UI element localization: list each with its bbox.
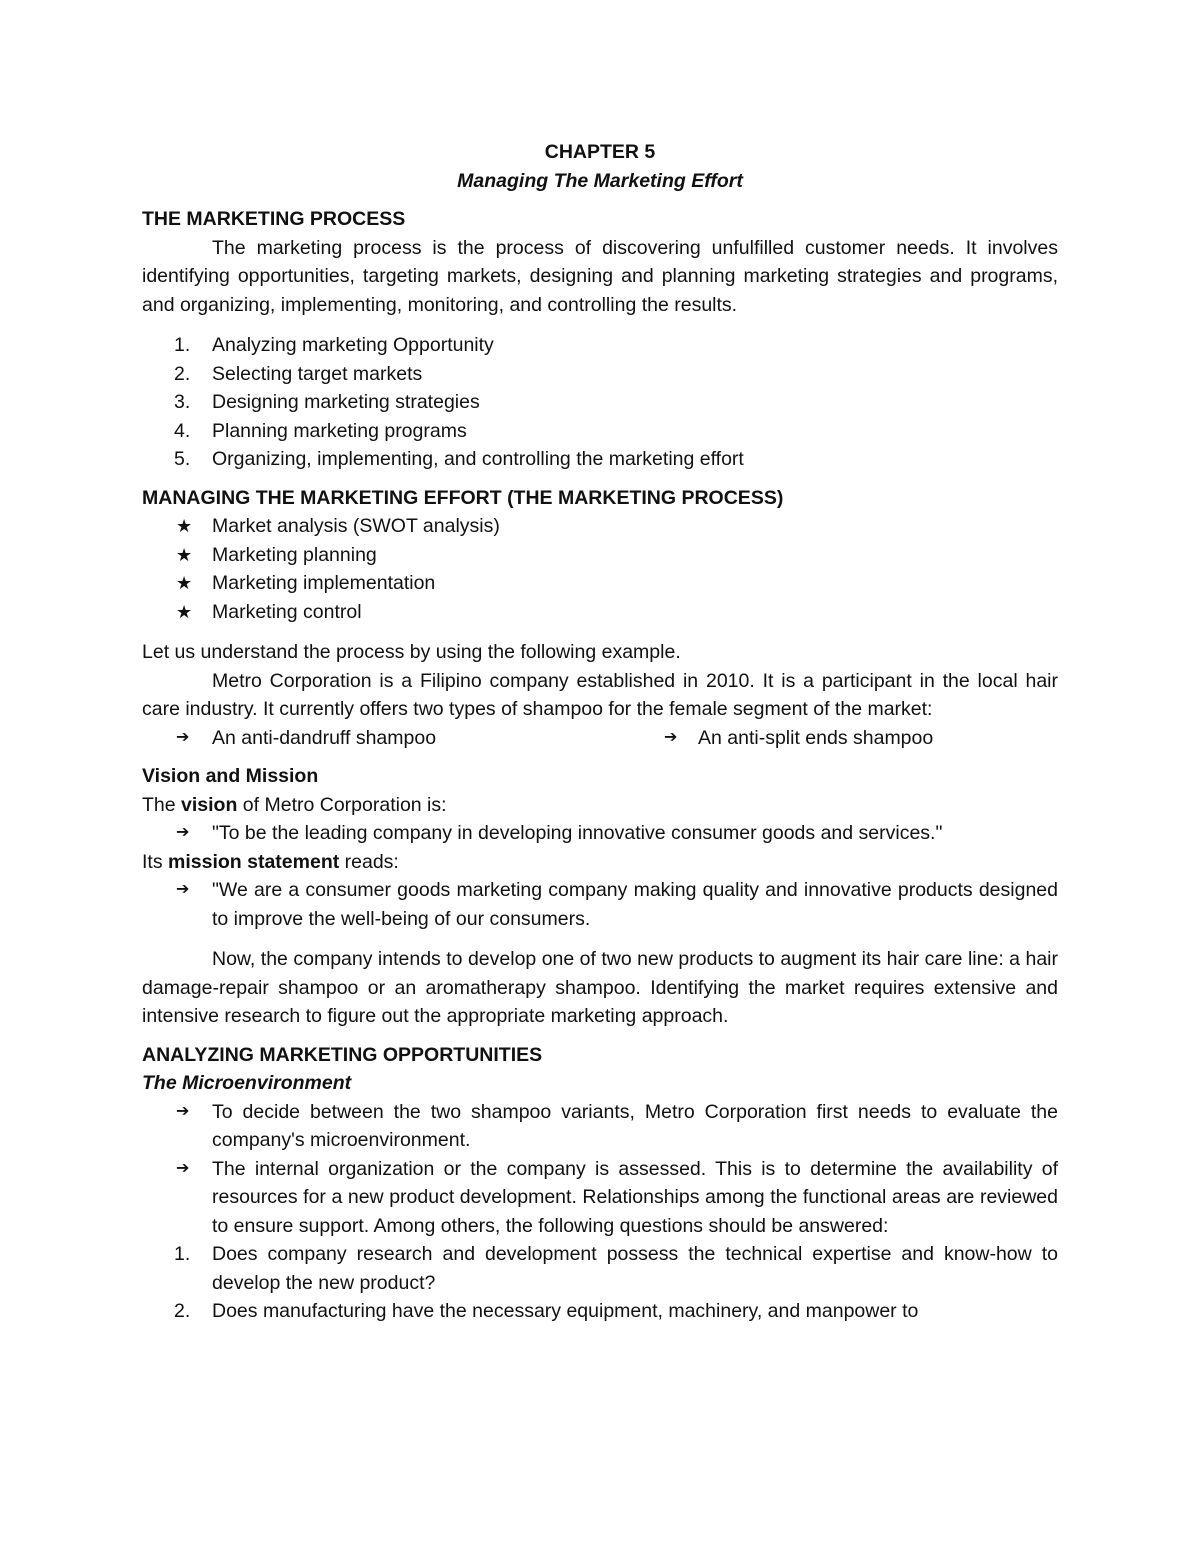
star-icon: ★ [176, 601, 193, 622]
list-item-text: To decide between the two shampoo variants, Metro Corporation first needs to evaluate the company's microenvironment. [212, 1100, 1058, 1151]
list-item [142, 569, 1058, 598]
arrow-icon: ➔ [176, 1102, 190, 1120]
list-item-text: An anti-dandruff shampoo [212, 726, 437, 749]
list-item [142, 388, 1058, 417]
list-item [142, 724, 636, 753]
list-number: 3. [174, 391, 191, 413]
list-item [142, 598, 1058, 627]
list-item [142, 445, 1058, 474]
heading-vision-mission: Vision and Mission [142, 765, 319, 787]
list-item [628, 724, 1050, 753]
star-icon: ★ [176, 516, 193, 536]
arrow-icon: ➔ [176, 728, 190, 746]
list-item [142, 360, 1058, 389]
chapter-label: CHAPTER 5 [544, 141, 656, 163]
text-span: The [142, 793, 182, 816]
heading-managing-effort: MANAGING THE MARKETING EFFORT (THE MARKETING PROCESS) [142, 486, 784, 509]
list-number: 4. [174, 419, 191, 442]
text-span: reads: [339, 850, 399, 873]
list-item-text: Selecting target markets [212, 362, 423, 385]
heading-analyzing: ANALYZING MARKETING OPPORTUNITIES [142, 1043, 543, 1066]
list-item-text: The internal organization or the company is assessed. This is to determine the availability of resources for a new product development. Relationships among the functional areas are reviewed to ensure support. Among others, the following questions should be answered: [212, 1157, 1058, 1237]
document-page [142, 138, 1058, 1326]
arrow-icon: ➔ [176, 881, 190, 898]
mission-list [142, 876, 1058, 933]
text-span: of Metro Corporation is: [237, 793, 447, 816]
list-item-text: Organizing, implementing, and controlling the marketing effort [212, 448, 744, 470]
vision-list [142, 819, 1058, 848]
list-item-text: An anti-split ends shampoo [698, 726, 934, 749]
example-intro: Let us understand the process by using the following example. [142, 641, 681, 663]
list-item-text: Designing marketing strategies [212, 391, 480, 413]
arrow-icon: ➔ [176, 1159, 190, 1177]
list-item [142, 512, 1058, 541]
list-item-text: Does manufacturing have the necessary equipment, machinery, and manpower to [212, 1300, 919, 1322]
mission-quote: "We are a consumer goods marketing company making quality and innovative products designed to improve the well-being of our consumers. [212, 879, 1058, 930]
text-span: Its [142, 850, 169, 873]
questions-list [142, 1240, 1058, 1326]
mission-intro [142, 848, 1058, 877]
heading-marketing-process: THE MARKETING PROCESS [142, 208, 406, 230]
steps-list [142, 331, 1058, 474]
paragraph-marketing-process: The marketing process is the process of discovering unfulfilled customer needs. It involves identifying opportunities, targeting markets, designing and planning marketing strategies and programs, and organizing, implementing, monitoring, and controlling the results. [142, 236, 1058, 316]
list-number: 1. [174, 334, 191, 356]
list-item-text: Does company research and development possess the technical expertise and know-how to develop the new product? [212, 1243, 1058, 1294]
vision-quote: "To be the leading company in developing innovative consumer goods and services." [212, 822, 943, 844]
micro-list [142, 1098, 1058, 1241]
bold-text: vision [181, 793, 238, 816]
list-item [142, 1297, 1058, 1326]
list-item [142, 417, 1058, 446]
list-item [142, 1240, 1058, 1297]
star-bullet-list [142, 512, 1058, 626]
list-number: 2. [174, 1300, 191, 1322]
paragraph-new-product: Now, the company intends to develop one of two new products to augment its hair care line: a hair damage-repair shampoo or an aromatherapy shampoo. Identifying the market requires extensive and intensive research to figure out the appropriate marketing approach. [142, 948, 1058, 1027]
list-item [142, 541, 1058, 570]
list-item-text: Marketing planning [212, 543, 377, 566]
list-item [142, 819, 1058, 848]
product-list [142, 724, 1058, 753]
list-item [142, 1098, 1058, 1155]
list-item [142, 876, 1058, 933]
list-item [142, 1155, 1058, 1241]
chapter-title: Managing The Marketing Effort [457, 169, 743, 192]
star-icon: ★ [176, 544, 193, 565]
list-number: 5. [174, 448, 191, 470]
list-item-text: Market analysis (SWOT analysis) [212, 515, 500, 537]
paragraph-metro: Metro Corporation is a Filipino company established in 2010. It is a participant in the local hair care industry. It currently offers two types of shampoo for the female segment of the market: [142, 669, 1058, 720]
list-item-text: Marketing implementation [212, 572, 436, 594]
list-item-text: Planning marketing programs [212, 419, 467, 442]
star-icon: ★ [176, 573, 193, 593]
list-number: 2. [174, 362, 191, 385]
list-item [142, 331, 1058, 360]
subheading-microenvironment: The Microenvironment [142, 1072, 352, 1094]
arrow-icon: ➔ [664, 728, 678, 746]
vision-intro [142, 791, 1058, 820]
list-item-text: Analyzing marketing Opportunity [212, 334, 494, 356]
list-item-text: Marketing control [212, 600, 362, 623]
bold-text: mission statement [168, 850, 340, 873]
arrow-icon: ➔ [176, 824, 190, 841]
list-number: 1. [174, 1243, 191, 1265]
